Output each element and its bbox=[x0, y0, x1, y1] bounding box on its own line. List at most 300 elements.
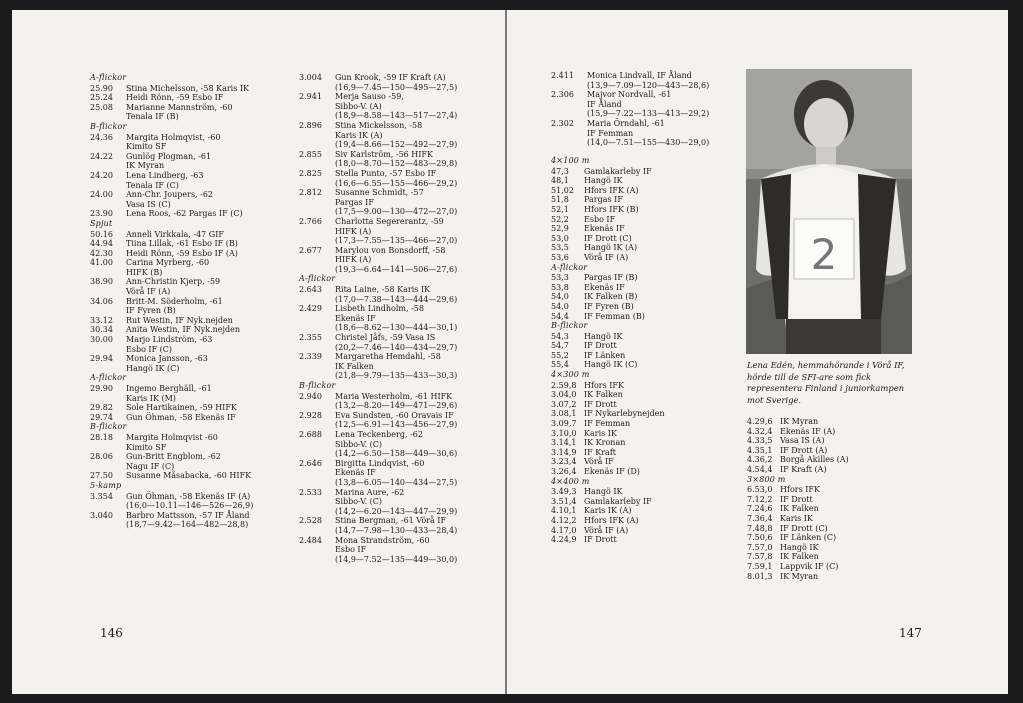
result-value: 29.82 bbox=[90, 403, 113, 413]
result-value: 2.688 bbox=[299, 429, 322, 439]
results-section bbox=[90, 219, 290, 374]
relay-time: 47,3 bbox=[551, 166, 569, 176]
result-line: Rita Laine, -58 Karis IK bbox=[335, 285, 431, 295]
result-entry bbox=[90, 133, 290, 152]
relay-time: 8.01,3 bbox=[747, 571, 773, 581]
relay-row bbox=[551, 429, 736, 439]
relay-club: IK Falken bbox=[584, 390, 623, 400]
relay-club: Ekenäs IF bbox=[584, 282, 625, 292]
relay-time: 7.36,4 bbox=[747, 513, 773, 523]
result-entry bbox=[90, 413, 290, 423]
result-details bbox=[126, 190, 290, 209]
relay-time: 53,3 bbox=[551, 273, 569, 283]
result-line: Karis IK (A) bbox=[335, 130, 383, 140]
relay-time: 54,4 bbox=[551, 311, 569, 321]
relay-row bbox=[551, 273, 736, 283]
relay-row bbox=[551, 243, 736, 253]
relay-row bbox=[551, 409, 736, 419]
result-details bbox=[126, 152, 290, 171]
result-line: Pargas IF bbox=[335, 197, 374, 207]
result-value: 2.646 bbox=[299, 458, 322, 468]
result-value: 30.00 bbox=[90, 335, 113, 345]
result-entry bbox=[90, 239, 290, 249]
result-entry bbox=[299, 92, 504, 121]
result-details bbox=[126, 403, 290, 413]
relay-club: IF Nykarlebynejden bbox=[584, 409, 665, 419]
relay-row bbox=[551, 381, 736, 391]
result-line: (21,8—9.79—135—433—30,3) bbox=[335, 371, 458, 381]
relay-club: IK Myran bbox=[780, 571, 819, 581]
result-line: Christel Jåfs, -59 Vasa IS bbox=[335, 333, 436, 343]
relay-club: Hangö IK bbox=[584, 331, 623, 341]
result-value: 2.928 bbox=[299, 410, 322, 420]
result-line: (13,9—7.09—120—443—28,6) bbox=[587, 80, 710, 90]
result-line: HIFK (B) bbox=[126, 267, 163, 277]
result-entry bbox=[551, 119, 736, 148]
results-section bbox=[90, 422, 290, 481]
relay-club: IK Myran bbox=[780, 417, 819, 426]
relay-row bbox=[747, 446, 927, 456]
result-line: Stina Bergman, -61 Vörå IF bbox=[335, 516, 447, 526]
relay-row bbox=[747, 495, 927, 505]
relay-time: 3.09,7 bbox=[551, 419, 577, 429]
result-details bbox=[335, 430, 504, 459]
result-details bbox=[335, 150, 504, 169]
result-details bbox=[335, 73, 504, 92]
result-entry bbox=[299, 246, 504, 275]
result-line: Hangö IK (C) bbox=[126, 363, 180, 373]
result-line: Britt-M. Söderholm, -61 bbox=[126, 296, 223, 306]
results-section bbox=[299, 274, 504, 381]
result-entry bbox=[299, 352, 504, 381]
result-details bbox=[126, 93, 290, 103]
result-value: 33.12 bbox=[90, 315, 113, 325]
relay-time: 4.10,1 bbox=[551, 506, 577, 516]
relay-row bbox=[747, 572, 927, 582]
result-line: Lena Roos, -62 Pargas IF (C) bbox=[126, 209, 243, 219]
relay-club: Pargas IF (B) bbox=[584, 273, 638, 283]
result-entry bbox=[299, 392, 504, 411]
relay-row bbox=[551, 457, 736, 467]
result-line: (13,2—8.20—149—471—29,6) bbox=[335, 401, 458, 411]
result-entry bbox=[299, 516, 504, 535]
result-details bbox=[126, 258, 290, 277]
result-line: HIFK (A) bbox=[335, 226, 372, 236]
right-column-1 bbox=[551, 71, 736, 148]
relay-club: Karis IK bbox=[780, 513, 813, 523]
result-line: Eva Sundsten, -60 Oravais IF bbox=[335, 410, 454, 420]
result-line: Ann-Christin Kjerp, -59 bbox=[126, 277, 221, 287]
relay-time: 4.17,0 bbox=[551, 525, 577, 535]
result-line: Maria Örndahl, -61 bbox=[587, 118, 665, 128]
relay-row bbox=[747, 543, 927, 553]
result-line: Merja Sauso -59, bbox=[335, 92, 404, 102]
result-line: Gun Öhman, -58 Ekenäs IF (A) bbox=[126, 491, 251, 501]
relay-club: Vörå IF bbox=[584, 457, 614, 467]
relay-row bbox=[747, 533, 927, 543]
result-line: Tenala IF (B) bbox=[126, 112, 179, 122]
left-page bbox=[12, 10, 506, 694]
result-entry bbox=[90, 209, 290, 219]
result-details bbox=[126, 277, 290, 296]
relay-row bbox=[551, 400, 736, 410]
relay-row bbox=[551, 283, 736, 293]
result-value: 2.855 bbox=[299, 149, 322, 159]
relay-club: IF Femman (B) bbox=[584, 311, 645, 321]
relay-time: 7.48,8 bbox=[747, 523, 773, 533]
relay-row bbox=[747, 427, 927, 437]
result-value: 2.429 bbox=[299, 304, 322, 314]
relay-section bbox=[747, 417, 927, 475]
relay-club: Vörå IF (A) bbox=[584, 252, 629, 262]
section-heading: B-flickor bbox=[299, 381, 336, 390]
relay-club: IF Kraft (A) bbox=[780, 464, 827, 474]
relay-club: Karis IK bbox=[584, 428, 617, 438]
result-entry bbox=[90, 433, 290, 452]
result-entry bbox=[299, 430, 504, 459]
relay-time: 3.51,4 bbox=[551, 496, 577, 506]
result-line: (12,5—6.91—143—456—27,9) bbox=[335, 420, 458, 430]
result-value: 25.24 bbox=[90, 93, 113, 103]
page-number-left: 146 bbox=[100, 626, 123, 640]
relay-club: IF Femman bbox=[584, 419, 631, 429]
relay-time: 7.50,6 bbox=[747, 533, 773, 543]
result-details bbox=[126, 297, 290, 316]
result-entry bbox=[90, 354, 290, 373]
result-value: 34.06 bbox=[90, 296, 113, 306]
result-details bbox=[126, 103, 290, 122]
relay-club: IF Drott bbox=[584, 399, 617, 409]
relay-section bbox=[551, 321, 736, 370]
result-entry bbox=[90, 190, 290, 209]
result-value: 27.50 bbox=[90, 471, 113, 481]
relay-time: 4.12,2 bbox=[551, 515, 577, 525]
relay-section bbox=[551, 263, 736, 322]
result-line: Charlotta Segererantz, -59 bbox=[335, 216, 444, 226]
result-line: Marina Aure, -62 bbox=[335, 487, 405, 497]
result-line: IK Myran bbox=[126, 161, 165, 171]
relay-time: 51,8 bbox=[551, 195, 569, 205]
relay-time: 55,2 bbox=[551, 350, 569, 360]
relay-time: 7.57,0 bbox=[747, 542, 773, 552]
result-value: 29.74 bbox=[90, 412, 113, 422]
relay-club: IF Drott (C) bbox=[780, 523, 828, 533]
result-details bbox=[126, 452, 290, 471]
result-line: Sole Hartikainen, -59 HIFK bbox=[126, 403, 237, 413]
relay-club: Karis IK (A) bbox=[584, 506, 632, 516]
relay-club: Hfors IFK (A) bbox=[584, 515, 639, 525]
result-line: HIFK (A) bbox=[335, 255, 372, 265]
relay-time: 4.32,4 bbox=[747, 426, 773, 436]
result-line: Siv Karlström, -56 HIFK bbox=[335, 149, 433, 159]
result-line: Gun Krook, -59 IF Kraft (A) bbox=[335, 73, 446, 82]
relay-section bbox=[551, 477, 736, 545]
result-details bbox=[126, 171, 290, 190]
result-value: 24.20 bbox=[90, 170, 113, 180]
relay-row bbox=[551, 351, 736, 361]
relay-club: Hangö IK (A) bbox=[584, 243, 638, 253]
relay-row bbox=[551, 419, 736, 429]
result-value: 25.90 bbox=[90, 83, 113, 93]
result-value: 24.00 bbox=[90, 190, 113, 200]
result-value: 2.306 bbox=[551, 90, 574, 100]
relay-club: IF Fyren (B) bbox=[584, 301, 634, 311]
results-section bbox=[90, 373, 290, 422]
relay-row bbox=[747, 436, 927, 446]
relay-row bbox=[551, 167, 736, 177]
result-details bbox=[126, 230, 290, 240]
relay-row bbox=[551, 253, 736, 263]
relay-time: 3.14,1 bbox=[551, 438, 577, 448]
result-line: (17,0—7.38—143—444—29,6) bbox=[335, 294, 458, 304]
relay-club: Lappvik IF (C) bbox=[780, 561, 839, 571]
relay-club: Hfors IFK bbox=[780, 485, 820, 495]
result-line: Kimito SF bbox=[126, 442, 167, 452]
result-line: (18,9—8.58—143—517—27,4) bbox=[335, 111, 458, 121]
relay-row bbox=[551, 186, 736, 196]
result-line: Rut Westin, IF Nyk.nejden bbox=[126, 315, 233, 325]
relay-row bbox=[551, 312, 736, 322]
result-details bbox=[126, 239, 290, 249]
section-heading: 4×100 m bbox=[551, 156, 590, 165]
relay-time: 4.24,9 bbox=[551, 535, 577, 545]
result-line: (14,7—7.98—130—433—28,4) bbox=[335, 525, 458, 535]
page-number-right: 147 bbox=[899, 626, 922, 640]
relay-time: 4.36,2 bbox=[747, 455, 773, 465]
result-entry bbox=[90, 171, 290, 190]
result-line: Marianne Mannström, -60 bbox=[126, 102, 233, 112]
result-line: Mona Strandström, -60 bbox=[335, 535, 430, 545]
result-line: Anita Westin, IF Nyk.nejden bbox=[126, 325, 240, 335]
result-line: (16,6—6.55—155—466—29,2) bbox=[335, 178, 458, 188]
result-details bbox=[335, 333, 504, 352]
relay-club: IF Länken (C) bbox=[780, 533, 837, 543]
result-line: Kimito SF bbox=[126, 142, 167, 152]
result-value: 2.355 bbox=[299, 333, 322, 343]
relay-row bbox=[551, 195, 736, 205]
relay-time: 6.53,0 bbox=[747, 485, 773, 495]
result-entry bbox=[90, 230, 290, 240]
relay-row bbox=[747, 504, 927, 514]
result-details bbox=[126, 133, 290, 152]
result-line: Stina Mickelsson, -58 bbox=[335, 120, 423, 130]
relay-club: Esbo IF bbox=[584, 214, 616, 224]
result-value: 3.004 bbox=[299, 73, 322, 82]
section-heading: B-flickor bbox=[90, 422, 127, 432]
result-entry bbox=[299, 333, 504, 352]
result-line: (19,3—6.64—141—506—27,6) bbox=[335, 264, 458, 274]
result-line: Monica Lindvall, IF Åland bbox=[587, 71, 692, 80]
relay-time: 7.59,1 bbox=[747, 561, 773, 571]
results-section bbox=[90, 122, 290, 219]
result-line: (13,8—6.05—140—434—27,5) bbox=[335, 477, 458, 487]
result-details bbox=[335, 304, 504, 333]
result-details bbox=[126, 384, 290, 403]
result-details bbox=[587, 90, 736, 119]
result-details bbox=[335, 92, 504, 121]
relay-row bbox=[551, 224, 736, 234]
result-line: Ann-Chr. Joupers, -62 bbox=[126, 190, 214, 200]
relay-section bbox=[551, 370, 736, 477]
result-line: Sibbo-V. (C) bbox=[335, 439, 383, 449]
result-line: Gun Öhman, -58 Ekenäs IF bbox=[126, 412, 236, 422]
relay-time: 4.54,4 bbox=[747, 464, 773, 474]
relay-club: Hangö IK bbox=[584, 176, 623, 186]
result-line: (17,5—9.00—130—472—27,0) bbox=[335, 207, 458, 217]
relay-row bbox=[551, 506, 736, 516]
result-value: 2.677 bbox=[299, 245, 322, 255]
result-entry bbox=[90, 249, 290, 259]
result-entry bbox=[90, 335, 290, 354]
result-line: IK Falken bbox=[335, 361, 374, 371]
result-line: Barbro Mattsson, -57 IF Åland bbox=[126, 510, 250, 520]
result-line: Margaretha Hemdahl, -58 bbox=[335, 352, 441, 362]
relay-time: 4.33,5 bbox=[747, 436, 773, 446]
result-details bbox=[126, 433, 290, 452]
result-line: (18,7—9.42—164—482—28,8) bbox=[126, 520, 249, 530]
result-line: Susanne Måsabacka, -60 HIFK bbox=[126, 471, 252, 481]
result-line: (14,0—7.51—155—430—29,0) bbox=[587, 138, 710, 148]
results-section bbox=[90, 481, 290, 530]
result-details bbox=[335, 285, 504, 304]
result-entry bbox=[90, 93, 290, 103]
result-value: 2.533 bbox=[299, 487, 322, 497]
result-details bbox=[335, 246, 504, 275]
result-line: Gunlög Plogman, -61 bbox=[126, 151, 212, 161]
relay-club: Hfors IFK (A) bbox=[584, 185, 639, 195]
relay-time: 52,2 bbox=[551, 214, 569, 224]
result-entry bbox=[90, 325, 290, 335]
result-details bbox=[335, 121, 504, 150]
result-value: 29.90 bbox=[90, 384, 113, 393]
left-column-2 bbox=[299, 73, 504, 564]
result-value: 38.90 bbox=[90, 277, 113, 287]
relay-club: Hfors IFK bbox=[584, 380, 624, 390]
relay-time: 7.12,2 bbox=[747, 494, 773, 504]
result-line: Tenala IF (C) bbox=[126, 180, 179, 190]
result-line: Maria Westerholm, -61 HIFK bbox=[335, 391, 453, 401]
relay-row bbox=[551, 215, 736, 225]
relay-club: IF Drott bbox=[584, 341, 617, 351]
left-column-1 bbox=[90, 73, 290, 530]
relay-time: 54,0 bbox=[551, 301, 569, 311]
result-details bbox=[126, 84, 290, 94]
result-value: 28.18 bbox=[90, 432, 113, 442]
result-line: (14,9—7.52—135—449—30,0) bbox=[335, 554, 458, 564]
result-line: IF Femman bbox=[587, 128, 634, 138]
relay-time: 53,0 bbox=[551, 233, 569, 243]
relay-row bbox=[551, 292, 736, 302]
relay-row bbox=[551, 487, 736, 497]
relay-club: IK Falken (B) bbox=[584, 292, 638, 302]
relay-club: Hangö IK bbox=[584, 487, 623, 497]
result-details bbox=[126, 413, 290, 423]
relay-club: Vörå IF (A) bbox=[584, 525, 629, 535]
result-line: (20,2—7.46—140—434—29,7) bbox=[335, 342, 458, 352]
relay-row bbox=[551, 516, 736, 526]
relay-time: 53,6 bbox=[551, 252, 569, 262]
result-line: Nagu IF (C) bbox=[126, 461, 175, 471]
relay-time: 54,0 bbox=[551, 292, 569, 302]
result-details bbox=[126, 354, 290, 373]
relay-club: Hfors IFK (B) bbox=[584, 204, 639, 214]
section-heading: A-flickor bbox=[299, 274, 336, 284]
result-value: 2.941 bbox=[299, 92, 322, 102]
relay-time: 51,02 bbox=[551, 185, 574, 195]
relay-club: IF Drott bbox=[780, 494, 813, 504]
relay-row bbox=[747, 514, 927, 524]
result-entry bbox=[90, 316, 290, 326]
relay-time: 52,9 bbox=[551, 224, 569, 234]
section-heading: Spjut bbox=[90, 218, 113, 228]
relay-results-column-2 bbox=[747, 417, 927, 581]
relay-club: Gamlakarleby IF bbox=[584, 496, 652, 506]
result-entry bbox=[299, 217, 504, 246]
section-heading: 4×300 m bbox=[551, 370, 590, 380]
result-details bbox=[126, 492, 290, 511]
relay-row bbox=[551, 497, 736, 507]
result-entry bbox=[90, 492, 290, 511]
result-entry bbox=[90, 384, 290, 403]
relay-time: 7.57,8 bbox=[747, 552, 773, 562]
result-value: 30.34 bbox=[90, 325, 113, 335]
relay-time: 55,4 bbox=[551, 360, 569, 370]
relay-time: 3.10,0 bbox=[551, 428, 577, 438]
result-value: 2.411 bbox=[551, 71, 574, 80]
result-line: Monica Jansson, -63 bbox=[126, 354, 208, 364]
result-entry bbox=[90, 452, 290, 471]
result-line: Majvor Nordvall, -61 bbox=[587, 90, 672, 100]
result-value: 2.896 bbox=[299, 120, 322, 130]
relay-row bbox=[551, 535, 736, 545]
result-details bbox=[335, 217, 504, 246]
result-value: 42.30 bbox=[90, 248, 113, 258]
result-value: 24.22 bbox=[90, 151, 113, 161]
relay-club: Hangö IK bbox=[780, 542, 819, 552]
relay-club: IK Falken bbox=[780, 504, 819, 514]
relay-club: Ekenäs IF (D) bbox=[584, 467, 640, 476]
result-line: Carina Myrberg, -60 bbox=[126, 258, 210, 268]
result-entry bbox=[90, 511, 290, 530]
relay-club: IF Drott bbox=[584, 535, 617, 545]
relay-row bbox=[551, 176, 736, 186]
relay-club: IF Länken bbox=[584, 350, 626, 360]
result-entry bbox=[299, 488, 504, 517]
relay-club: Hangö IK (C) bbox=[584, 360, 638, 370]
result-details bbox=[126, 325, 290, 335]
athlete-photo-image bbox=[746, 69, 912, 354]
result-line: Stina Michelsson, -58 Karis IK bbox=[126, 83, 249, 93]
relay-time: 7.24,6 bbox=[747, 504, 773, 514]
relay-club: Borgå Akilles (A) bbox=[780, 455, 849, 465]
relay-row bbox=[551, 205, 736, 215]
result-details bbox=[126, 335, 290, 354]
relay-row bbox=[551, 234, 736, 244]
result-details bbox=[335, 516, 504, 535]
result-line: Tiina Lillak, -61 Esbo IF (B) bbox=[126, 239, 238, 249]
relay-time: 54,7 bbox=[551, 341, 569, 351]
result-value: 3.354 bbox=[90, 491, 113, 501]
result-line: Anneli Virkkala, -47 GIF bbox=[126, 229, 224, 239]
relay-club: IF Drott (C) bbox=[584, 233, 632, 243]
result-details bbox=[335, 536, 504, 565]
result-entry bbox=[90, 84, 290, 94]
result-line: Marylou von Bonsdorff, -58 bbox=[335, 245, 446, 255]
relay-row bbox=[747, 562, 927, 572]
result-value: 2.766 bbox=[299, 216, 322, 226]
result-details bbox=[126, 249, 290, 259]
relay-club: IK Kronan bbox=[584, 438, 626, 448]
